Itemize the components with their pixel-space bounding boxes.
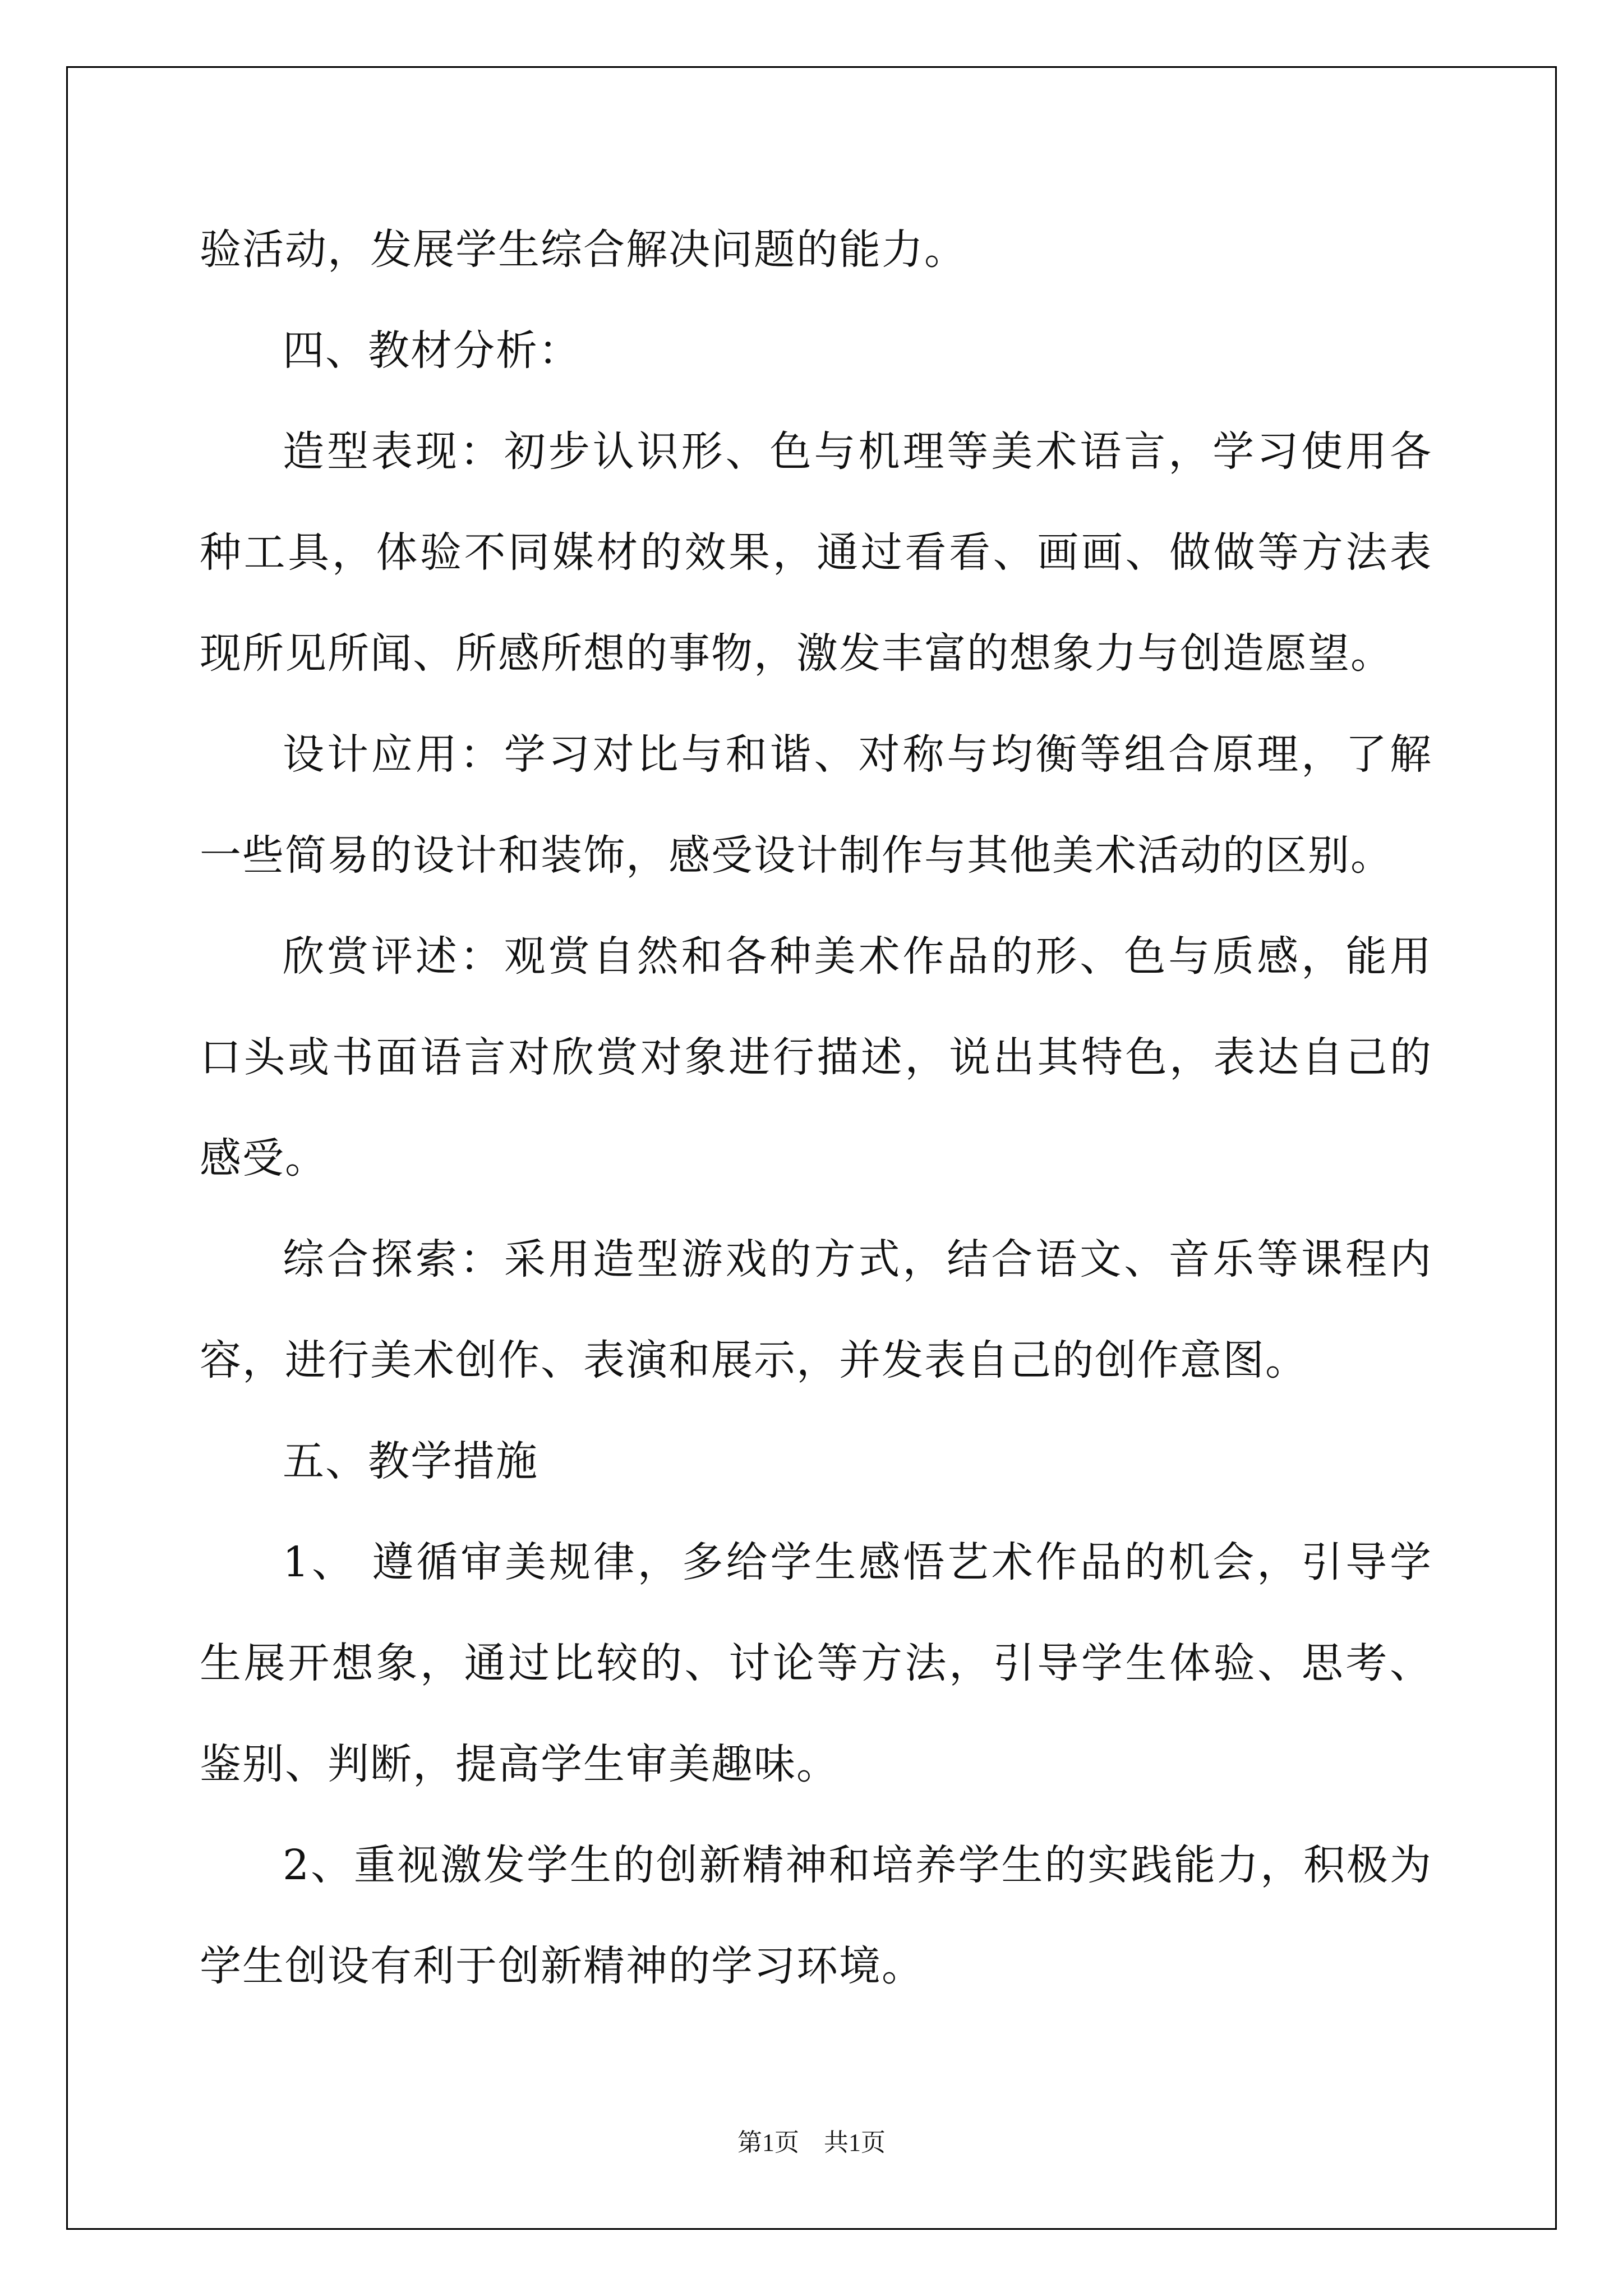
paragraph: 验活动，发展学生综合解决问题的能力。 bbox=[200, 226, 967, 274]
paragraph: 1、 遵循审美规律，多给学生感悟艺术作品的机会，引导学生展开想象，通过比较的、讨论等方法，引导学生体验、思考、鉴别、判断，提高学生审美趣味。 bbox=[200, 1538, 1432, 1788]
section-heading: 五、教学措施 bbox=[283, 1437, 538, 1485]
paragraph: 设计应用：学习对比与和谐、对称与均衡等组合原理，了解一些简易的设计和装饰，感受设计制作与其他美术活动的区别。 bbox=[200, 730, 1432, 880]
paragraph: 欣赏评述：观赏自然和各种美术作品的形、色与质感，能用口头或书面语言对欣赏对象进行描述，说出其特色，表达自己的感受。 bbox=[200, 932, 1432, 1182]
page-footer: 第1页 共1页 bbox=[737, 2129, 886, 2156]
paragraph: 造型表现：初步认识形、色与机理等美术语言，学习使用各种工具，体验不同媒材的效果，通过看看、画画、做做等方法表现所见所闻、所感所想的事物，激发丰富的想象力与创造愿望。 bbox=[200, 427, 1432, 678]
paragraph: 2、重视激发学生的创新精神和培养学生的实践能力，积极为学生创设有利于创新精神的学习环境。 bbox=[200, 1841, 1432, 1990]
section-heading: 四、教材分析： bbox=[283, 326, 581, 375]
document-body bbox=[200, 199, 1432, 2017]
paragraph: 综合探索：采用造型游戏的方式，结合语文、音乐等课程内容，进行美术创作、表演和展示，并发表自己的创作意图。 bbox=[200, 1235, 1432, 1384]
